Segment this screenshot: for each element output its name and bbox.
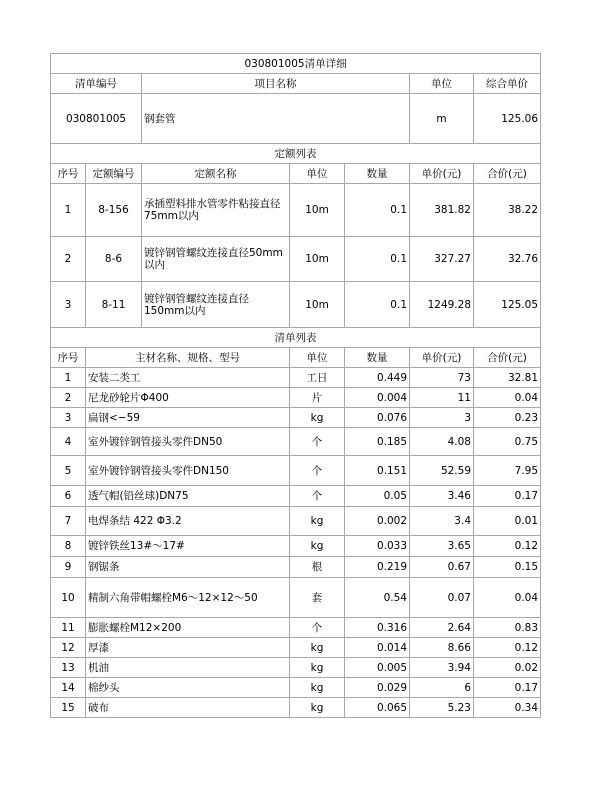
material-row — [51, 428, 541, 456]
quota-row-no: 3 — [51, 282, 86, 328]
quota-row — [51, 184, 541, 237]
materials-section-title: 清单列表 — [51, 328, 541, 348]
quota-price-header: 单价(元) — [410, 164, 474, 184]
material-row-no: 9 — [51, 557, 86, 578]
price-label: 综合单价 — [474, 74, 541, 94]
material-unit-header: 单位 — [290, 348, 345, 368]
quota-row-qty: 0.1 — [345, 237, 410, 282]
material-row-unit: 个 — [290, 428, 345, 456]
material-row-unit: kg — [290, 638, 345, 658]
material-row-total: 0.23 — [474, 408, 541, 428]
material-row — [51, 388, 541, 408]
material-row-qty: 0.076 — [345, 408, 410, 428]
material-row-unit: 个 — [290, 456, 345, 486]
material-row-no: 11 — [51, 618, 86, 638]
material-row-name: 尼龙砂轮片Φ400 — [86, 388, 290, 408]
material-row-total: 0.02 — [474, 658, 541, 678]
material-qty-header: 数量 — [345, 348, 410, 368]
quota-total-header: 合价(元) — [474, 164, 541, 184]
material-row-qty: 0.54 — [345, 578, 410, 618]
material-row-name: 钢锯条 — [86, 557, 290, 578]
material-row-price: 3.46 — [410, 486, 474, 507]
material-row-total: 0.34 — [474, 698, 541, 718]
material-row-qty: 0.065 — [345, 698, 410, 718]
material-row-price: 4.08 — [410, 428, 474, 456]
material-row — [51, 678, 541, 698]
material-row-qty: 0.029 — [345, 678, 410, 698]
quota-row-qty: 0.1 — [345, 282, 410, 328]
material-row-no: 5 — [51, 456, 86, 486]
material-row-name: 棉纱头 — [86, 678, 290, 698]
quota-section-title: 定额列表 — [51, 144, 541, 164]
quota-row-qty: 0.1 — [345, 184, 410, 237]
material-row-price: 3.65 — [410, 536, 474, 557]
material-row-total: 0.15 — [474, 557, 541, 578]
material-price-header: 单价(元) — [410, 348, 474, 368]
material-row-unit: 工日 — [290, 368, 345, 388]
quota-row-name: 镀锌钢管螺纹连接直径50mm以内 — [142, 237, 290, 282]
material-row-no: 8 — [51, 536, 86, 557]
material-row — [51, 456, 541, 486]
quota-row-price: 327.27 — [410, 237, 474, 282]
quota-row — [51, 282, 541, 328]
material-row-qty: 0.033 — [345, 536, 410, 557]
material-row-price: 11 — [410, 388, 474, 408]
quota-row-total: 125.05 — [474, 282, 541, 328]
material-row-name: 破布 — [86, 698, 290, 718]
material-row-unit: 根 — [290, 557, 345, 578]
material-row-name: 室外镀锌钢管接头零件DN50 — [86, 428, 290, 456]
material-row-unit: kg — [290, 658, 345, 678]
material-row-price: 6 — [410, 678, 474, 698]
material-row — [51, 658, 541, 678]
material-row — [51, 408, 541, 428]
material-row-total: 0.04 — [474, 388, 541, 408]
quota-row-price: 1249.28 — [410, 282, 474, 328]
material-row-no: 2 — [51, 388, 86, 408]
material-row-unit: kg — [290, 507, 345, 536]
material-row-name: 扁钢<−59 — [86, 408, 290, 428]
material-row — [51, 536, 541, 557]
material-row-unit: kg — [290, 408, 345, 428]
quota-row-price: 381.82 — [410, 184, 474, 237]
material-row — [51, 368, 541, 388]
material-row-qty: 0.316 — [345, 618, 410, 638]
quota-no-header: 序号 — [51, 164, 86, 184]
material-row-no: 7 — [51, 507, 86, 536]
material-total-header: 合价(元) — [474, 348, 541, 368]
material-row — [51, 578, 541, 618]
material-row-qty: 0.219 — [345, 557, 410, 578]
material-row-name: 透气帽(铅丝球)DN75 — [86, 486, 290, 507]
quota-code-header: 定额编号 — [86, 164, 142, 184]
material-row — [51, 507, 541, 536]
material-row-price: 3.4 — [410, 507, 474, 536]
bill-name: 钢套管 — [142, 94, 410, 144]
name-label: 项目名称 — [142, 74, 410, 94]
material-row-total: 0.83 — [474, 618, 541, 638]
bill-unit: m — [410, 94, 474, 144]
material-row-total: 0.12 — [474, 638, 541, 658]
material-row-no: 6 — [51, 486, 86, 507]
material-row-total: 0.17 — [474, 486, 541, 507]
bill-code: 030801005 — [51, 94, 142, 144]
material-row-no: 15 — [51, 698, 86, 718]
material-row-name: 厚漆 — [86, 638, 290, 658]
quota-name-header: 定额名称 — [142, 164, 290, 184]
material-row-unit: kg — [290, 678, 345, 698]
quota-row-code: 8-11 — [86, 282, 142, 328]
material-row-name: 镀锌铁丝13#～17# — [86, 536, 290, 557]
material-row-qty: 0.014 — [345, 638, 410, 658]
material-row-no: 10 — [51, 578, 86, 618]
material-row-qty: 0.004 — [345, 388, 410, 408]
material-row-unit: kg — [290, 698, 345, 718]
material-row-price: 0.07 — [410, 578, 474, 618]
quota-row-name: 承插塑料排水管零件粘接直径75mm以内 — [142, 184, 290, 237]
material-row-name: 精制六角带帽螺栓M6～12×12～50 — [86, 578, 290, 618]
material-row-name: 机油 — [86, 658, 290, 678]
quota-row-unit: 10m — [290, 237, 345, 282]
material-row-name: 安装二类工 — [86, 368, 290, 388]
material-row-qty: 0.005 — [345, 658, 410, 678]
material-row-total: 7.95 — [474, 456, 541, 486]
quota-row-code: 8-6 — [86, 237, 142, 282]
material-row — [51, 638, 541, 658]
quota-row-code: 8-156 — [86, 184, 142, 237]
material-row-no: 13 — [51, 658, 86, 678]
material-row-price: 73 — [410, 368, 474, 388]
material-row-unit: 个 — [290, 618, 345, 638]
material-row-total: 0.04 — [474, 578, 541, 618]
material-row-price: 52.59 — [410, 456, 474, 486]
quota-row-no: 2 — [51, 237, 86, 282]
material-row-total: 0.75 — [474, 428, 541, 456]
bill-detail-table — [50, 53, 541, 718]
material-row-total: 0.17 — [474, 678, 541, 698]
material-no-header: 序号 — [51, 348, 86, 368]
quota-row-total: 32.76 — [474, 237, 541, 282]
quota-row-total: 38.22 — [474, 184, 541, 237]
material-row-qty: 0.05 — [345, 486, 410, 507]
material-row — [51, 486, 541, 507]
material-row-no: 14 — [51, 678, 86, 698]
bill-price: 125.06 — [474, 94, 541, 144]
material-row-unit: kg — [290, 536, 345, 557]
material-row-price: 2.64 — [410, 618, 474, 638]
quota-unit-header: 单位 — [290, 164, 345, 184]
material-row-total: 0.12 — [474, 536, 541, 557]
material-row-name: 室外镀锌钢管接头零件DN150 — [86, 456, 290, 486]
quota-row-unit: 10m — [290, 184, 345, 237]
material-row-name: 电焊条结 422 Φ3.2 — [86, 507, 290, 536]
table-title: 030801005清单详细 — [51, 54, 541, 74]
quota-row — [51, 237, 541, 282]
material-row-price: 8.66 — [410, 638, 474, 658]
material-name-header: 主材名称、规格、型号 — [86, 348, 290, 368]
material-row-name: 膨胀螺栓M12×200 — [86, 618, 290, 638]
material-row-no: 4 — [51, 428, 86, 456]
material-row-total: 32.81 — [474, 368, 541, 388]
material-row — [51, 557, 541, 578]
material-row-unit: 套 — [290, 578, 345, 618]
material-row-qty: 0.002 — [345, 507, 410, 536]
material-row-qty: 0.151 — [345, 456, 410, 486]
material-row-qty: 0.449 — [345, 368, 410, 388]
material-row-unit: 片 — [290, 388, 345, 408]
quota-row-no: 1 — [51, 184, 86, 237]
material-row-price: 3 — [410, 408, 474, 428]
material-row-no: 12 — [51, 638, 86, 658]
quota-row-name: 镀锌钢管螺纹连接直径150mm以内 — [142, 282, 290, 328]
material-row-price: 5.23 — [410, 698, 474, 718]
material-row — [51, 698, 541, 718]
material-row-qty: 0.185 — [345, 428, 410, 456]
material-row-price: 0.67 — [410, 557, 474, 578]
quota-row-unit: 10m — [290, 282, 345, 328]
material-row-unit: 个 — [290, 486, 345, 507]
unit-label: 单位 — [410, 74, 474, 94]
quota-qty-header: 数量 — [345, 164, 410, 184]
code-label: 清单编号 — [51, 74, 142, 94]
material-row-price: 3.94 — [410, 658, 474, 678]
material-row-total: 0.01 — [474, 507, 541, 536]
material-row — [51, 618, 541, 638]
material-row-no: 1 — [51, 368, 86, 388]
material-row-no: 3 — [51, 408, 86, 428]
